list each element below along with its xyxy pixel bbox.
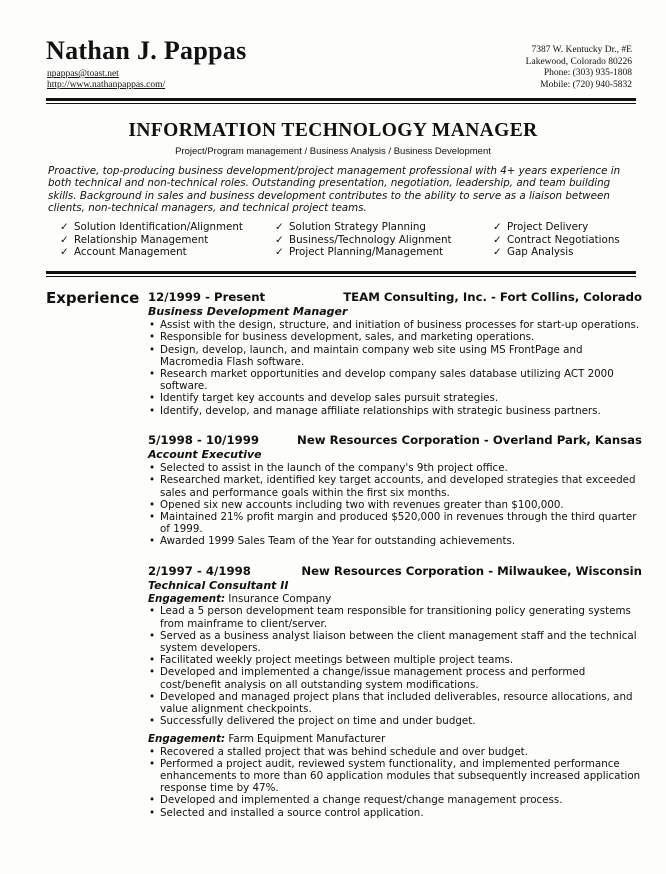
- address-line-1: 7387 W. Kentucky Dr., #E: [531, 45, 632, 55]
- skill-item: ✓ Contract Negotiations: [493, 233, 620, 246]
- job-dates: 5/1998 - 10/1999: [148, 433, 259, 447]
- job-company: TEAM Consulting, Inc. - Fort Collins, Colorado: [343, 290, 642, 304]
- engagement-client: Insurance Company: [228, 593, 332, 606]
- checkmark-icon: ✓: [275, 233, 284, 246]
- job-bullets: [148, 462, 642, 547]
- job-entry: [148, 434, 642, 548]
- email-link[interactable]: npappas@toast.net: [47, 69, 119, 79]
- headline-title: INFORMATION TECHNOLOGY MANAGER: [128, 120, 538, 141]
- checkmark-icon: ✓: [275, 221, 284, 233]
- list-item: • Opened six new accounts including two with revenues greater than $100,000.: [148, 499, 642, 511]
- list-item: • Selected and installed a source control application.: [148, 807, 642, 819]
- headline-specialties: Project/Program management / Business Analysis / Business Development: [175, 146, 491, 157]
- list-item: • Research market opportunities and develop company sales database utilizing ACT 2000 software.: [148, 368, 642, 392]
- list-item: • Assist with the design, structure, and initiation of business processes for start-up operations.: [148, 319, 642, 331]
- list-item: • Lead a 5 person development team responsible for transitioning policy generating systems from mainframe to client/server.: [148, 605, 642, 629]
- skills-column-3: [493, 221, 620, 259]
- skill-item: ✓ Business/Technology Alignment: [275, 233, 452, 246]
- list-item: • Developed and implemented a change request/change management process.: [148, 794, 642, 806]
- section-divider-thick: [46, 271, 636, 274]
- address-line-2: Lakewood, Colorado 80226: [525, 56, 632, 67]
- job-entry: [148, 565, 642, 819]
- header-divider-thin: [46, 103, 636, 104]
- job-dates: 12/1999 - Present: [148, 290, 266, 304]
- list-item: • Maintained 21% profit margin and produced $520,000 in revenues through the third quarter of 1999.: [148, 511, 642, 535]
- list-item: • Developed and implemented a change/issue management process and performed cost/benefit analysis on all outstanding system modifications.: [148, 666, 642, 690]
- skill-item: ✓ Project Planning/Management: [275, 246, 444, 258]
- skill-item: ✓ Relationship Management: [60, 233, 209, 246]
- job-company: New Resources Corporation - Overland Park, Kansas: [297, 433, 642, 447]
- job-company: New Resources Corporation - Milwaukee, Wisconsin: [301, 564, 642, 578]
- list-item: • Awarded 1999 Sales Team of the Year for outstanding achievements.: [148, 535, 642, 547]
- list-item: • Responsible for business development, sales, and marketing operations.: [148, 331, 642, 343]
- skill-item: ✓ Account Management: [60, 246, 187, 258]
- header-divider-thick: [46, 98, 636, 101]
- engagement-label: Engagement:: [148, 593, 226, 606]
- checkmark-icon: ✓: [493, 233, 502, 246]
- checkmark-icon: ✓: [60, 233, 69, 246]
- list-item: • Researched market, identified key target accounts, and developed strategies that exceeded sales and performance goals within the first six months.: [148, 474, 642, 498]
- skill-item: ✓ Solution Identification/Alignment: [60, 221, 243, 233]
- job-role: Technical Consultant II: [148, 579, 289, 592]
- list-item: • Selected to assist in the launch of the company's 9th project office.: [148, 462, 642, 474]
- job-bullets: [148, 605, 642, 727]
- list-item: • Identify target key accounts and develop sales pursuit strategies.: [148, 392, 642, 404]
- job-dates: 2/1997 - 4/1998: [148, 564, 251, 578]
- skill-item: ✓ Project Delivery: [493, 221, 589, 233]
- phone-number: Phone: (303) 935-1808: [543, 68, 632, 78]
- engagement-client: Farm Equipment Manufacturer: [228, 733, 386, 746]
- contact-address: [526, 45, 632, 91]
- mobile-number: Mobile: (720) 940-5832: [540, 79, 632, 90]
- skill-item: ✓ Solution Strategy Planning: [275, 221, 426, 233]
- engagement-line: [148, 733, 642, 745]
- list-item: • Successfully delivered the project on time and under budget.: [148, 715, 642, 727]
- job-role: Account Executive: [148, 448, 262, 461]
- checkmark-icon: ✓: [60, 246, 69, 258]
- job-header: [148, 565, 642, 580]
- list-item: • Performed a project audit, reviewed system functionality, and implemented performance enhancements to more than 60 application modules that subsequently increased application response time by 47%.: [148, 758, 642, 795]
- job-entry: [148, 291, 642, 417]
- checkmark-icon: ✓: [275, 246, 284, 258]
- job-bullets: [148, 746, 642, 819]
- list-item: • Identify, develop, and manage affiliate relationships with strategic business partners.: [148, 405, 642, 417]
- list-item: • Recovered a stalled project that was behind schedule and over budget.: [148, 746, 642, 758]
- list-item: • Served as a business analyst liaison between the client management staff and the technical system developers.: [148, 630, 642, 654]
- checkmark-icon: ✓: [493, 246, 502, 258]
- experience-heading: Experience: [46, 289, 140, 307]
- checkmark-icon: ✓: [493, 221, 502, 233]
- job-header: [148, 291, 642, 306]
- job-bullets: [148, 319, 642, 417]
- job-role: Business Development Manager: [148, 305, 348, 318]
- checkmark-icon: ✓: [60, 221, 69, 233]
- engagement-label: Engagement:: [148, 733, 226, 746]
- list-item: • Design, develop, launch, and maintain company web site using MS FrontPage and Macromedia Flash software.: [148, 344, 642, 368]
- section-divider-thin: [46, 276, 636, 277]
- professional-summary: Proactive, top-producing business development/project management professional with 4+ years experience in both technical and non-technical roles. Outstanding presentation, negotiation, leadership, and team building skills. Background in sales and business development contributes to the ability to serve as a liaison between clients, non-technical managers, and technical project teams.: [48, 165, 621, 214]
- list-item: • Developed and managed project plans that included deliverables, resource allocations, and value alignment checkpoints.: [148, 691, 642, 715]
- candidate-name: Nathan J. Pappas: [46, 36, 247, 65]
- engagement-line: [148, 593, 642, 605]
- website-link[interactable]: http://www.nathanpappas.com/: [47, 80, 166, 90]
- contact-links: [47, 69, 165, 91]
- skill-item: ✓ Gap Analysis: [493, 246, 574, 258]
- job-header: [148, 434, 642, 449]
- list-item: • Facilitated weekly project meetings between multiple project teams.: [148, 654, 642, 666]
- skills-column-2: [275, 221, 452, 259]
- skills-column-1: [60, 221, 243, 259]
